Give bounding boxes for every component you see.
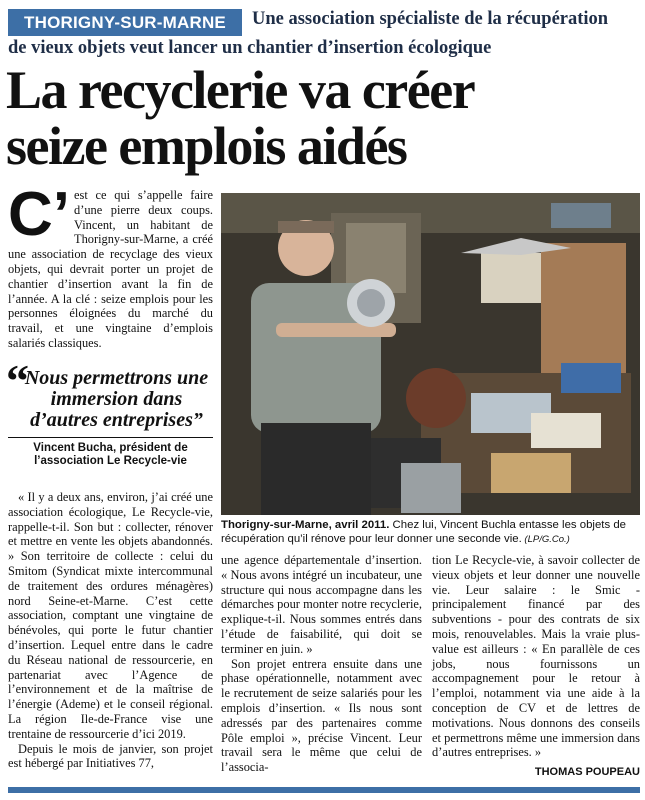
quote-mark-icon: “	[6, 355, 29, 406]
pull-quote	[6, 355, 213, 468]
headline-line-1: La recyclerie va créer	[6, 60, 475, 120]
body-column-3	[432, 553, 640, 760]
bottom-rule	[8, 787, 640, 793]
caption-place: Thorigny-sur-Marne, avril 2011.	[221, 519, 390, 531]
body-paragraph: « Il y a deux ans, environ, j’ai créé une association écologique, Le Recycle-vie, rappelle-t-il. Son but : collecter, rénover et mettre en vente les objets abandonnés. » Son territoire de collecte : celui du Smitom (Syndicat mixte intercommunal de traitement des ordures ménagères) nord Seine-et-Marne. C’est cette association, comptant une vingtaine de bénévoles, qui porte le futur chantier d’insertion. Lequel entre dans le cadre du Réseau national de ressourcerie, en partenariat avec l’Agence de l’environnement et de la maîtrise de l’énergie (Ademe) et le conseil régional. La région Ile-de-France vise une trentaine de ressourcerie d’ici 2019.	[8, 490, 213, 741]
caption-text: Chez lui, Vincent Buchla entasse les objets de récupération qu’il rénove pour leur donner une seconde vie.	[221, 519, 626, 545]
headline	[6, 62, 640, 174]
intro-text: est ce qui s’appelle faire d’une pierre deux coups. Vincent, un habitant de Thorigny-sur-Marne, a créé une association de recyclage des vieux objets, qui devrait porter un projet de chantier d’insertion avant la fin de l’année. A la clé : seize emplois pour les personnes éloignées du marché du travail, et une vingtaine d’emplois salariés classiques.	[8, 188, 213, 350]
body-paragraph: une agence départementale d’insertion. « Nous avons intégré un incubateur, une structure qui nous accompagne dans les démarches pour monter notre recyclerie, explique-t-il. Nous sommes entrés dans l’étude de faisabilité, qui doit se terminer en juin. »	[221, 553, 422, 656]
headline-line-2: seize emplois aidés	[6, 116, 407, 176]
pull-quote-text: Nous permettrons une immersion dans d’autres entreprises”	[24, 367, 209, 431]
photo-caption	[221, 518, 640, 547]
article-photo	[221, 193, 640, 515]
deck-line-1: Une association spécialiste de la récupération	[252, 9, 609, 29]
location-kicker: THORIGNY-SUR-MARNE	[8, 9, 242, 36]
photo-illustration	[221, 193, 640, 515]
body-paragraph: Depuis le mois de janvier, son projet est hébergé par Initiatives 77,	[8, 741, 213, 771]
deck-line-2: de vieux objets veut lancer un chantier d’insertion écologique	[8, 38, 492, 58]
byline: THOMAS POUPEAU	[534, 766, 640, 778]
quote-divider	[8, 437, 213, 438]
body-column-2	[221, 553, 422, 775]
body-paragraph: tion Le Recycle-vie, à savoir collecter de vieux objets et leur donner une nouvelle vie. Leur salaire : le Smic - principalement financé par des subventions - pour des contrats de six mois, renouvelables. Mais la vraie plus-value est ailleurs : « En parallèle de ces jobs, nous fournissons un accompagnement pour le retour à l’emploi, notamment via une aide à la conception de CV et de lettres de motivations. Nous donnons des conseils et permettrons même une immersion dans d’autres entreprises. »	[432, 553, 640, 760]
pull-quote-attribution: Vincent Bucha, président de l’association Le Recycle-vie	[33, 442, 188, 467]
photo-credit: (LP/G.Co.)	[521, 534, 570, 545]
drop-cap: C’	[8, 180, 70, 249]
body-column-1	[8, 490, 213, 771]
intro-paragraph	[8, 180, 213, 351]
body-paragraph: Son projet entrera ensuite dans une phase opérationnelle, notamment avec le recrutement de seize salariés pour les emplois d’insertion. « Ils nous sont adressés par des partenaires comme Pôle emploi », précise Vincent. Leur travail sera le même que celui de l’associa-	[221, 656, 422, 775]
